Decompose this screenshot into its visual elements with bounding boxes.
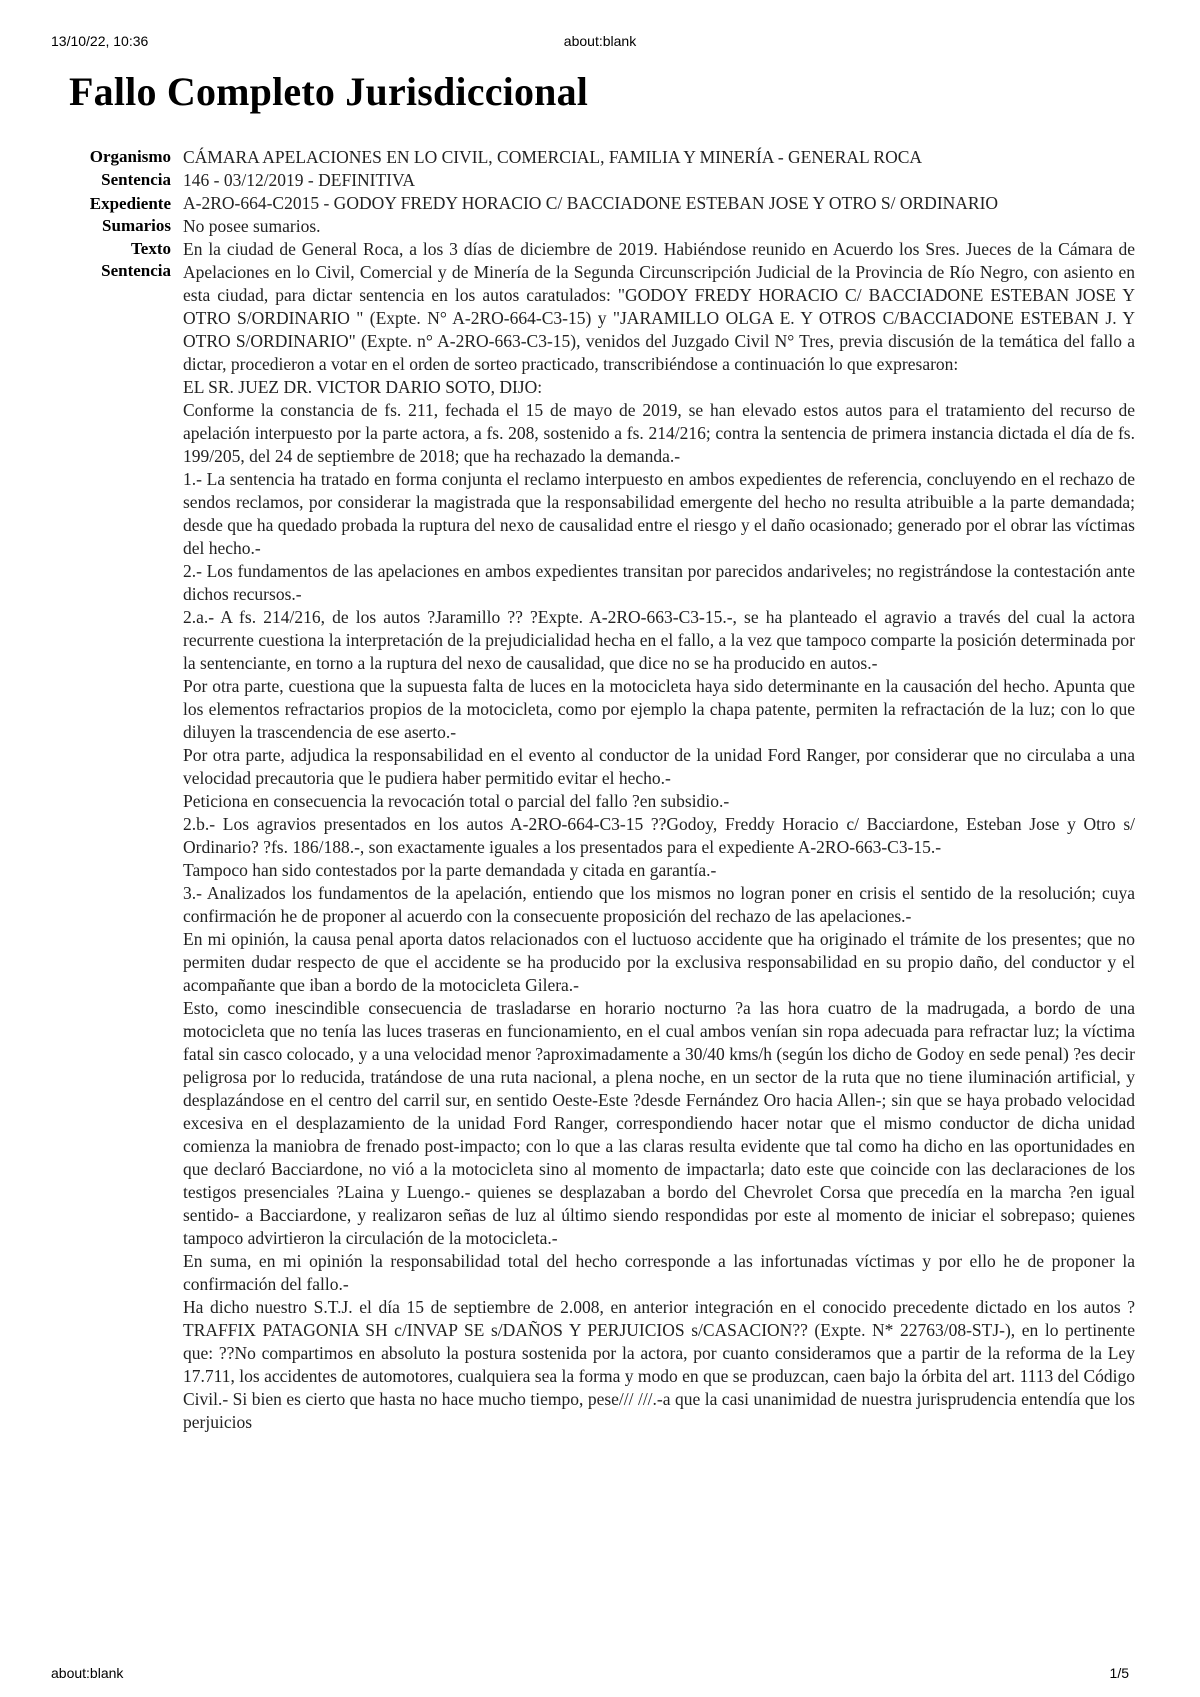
texto-sentencia-label <box>71 238 183 1434</box>
page-title: Fallo Completo Jurisdiccional <box>69 69 589 114</box>
expediente-value: A-2RO-664-C2015 - GODOY FREDY HORACIO C/ BACCIADONE ESTEBAN JOSE Y OTRO S/ ORDINARIO <box>183 193 999 213</box>
paragraph: Peticiona en consecuencia la revocación total o parcial del fallo ?en subsidio.- <box>183 791 730 811</box>
row-sentencia <box>71 169 1135 192</box>
paragraph: 2.- Los fundamentos de las apelaciones en ambos expedientes transitan por parecidos andariveles; no registrándose la contestación ante dichos recursos.- <box>183 561 1135 604</box>
paragraph: EL SR. JUEZ DR. VICTOR DARIO SOTO, DIJO: <box>183 377 543 397</box>
expediente-label: Expediente <box>89 193 171 213</box>
print-date: 13/10/22, 10:36 <box>51 33 149 49</box>
footer-url: about:blank <box>51 1665 124 1681</box>
row-sumarios <box>71 215 1135 238</box>
organismo-value: CÁMARA APELACIONES EN LO CIVIL, COMERCIAL, FAMILIA Y MINERÍA - GENERAL ROCA <box>183 147 923 167</box>
paragraph: Por otra parte, adjudica la responsabilidad en el evento al conductor de la unidad Ford Ranger, por considerar que no circulaba a una velocidad precautoria que le pudiera haber permitido evitar el hecho.- <box>183 745 1135 788</box>
paragraph: Ha dicho nuestro S.T.J. el día 15 de septiembre de 2.008, en anterior integración en el conocido precedente dictado en los autos ?TRAFFIX PATAGONIA SH c/INVAP SE s/DAÑOS Y PERJUICIOS s/CASACION?? (Expte. N* 22763/08-STJ-), en lo pertinente que: ??No compartimos en absoluto la postura sostenida por la actora, por cuanto consideramos que a partir de la reforma de la Ley 17.711, los accidentes de automotores, cualquiera sea la forma y modo en que se produzcan, caen bajo la órbita del art. 1113 del Código Civil.- Si bien es cierto que hasta no hace mucho tiempo, pese/// ///.-a que la casi unanimidad de nuestra jurisprudencia entendía que los perjuicios <box>183 1297 1135 1432</box>
paragraph: 3.- Analizados los fundamentos de la apelación, entiendo que los mismos no logran poner en crisis el sentido de la resolución; cuya confirmación he de proponer al acuerdo con la consecuente proposición del rechazo de las apelaciones.- <box>183 883 1135 926</box>
sentencia-label: Sentencia <box>101 170 171 189</box>
row-organismo <box>71 146 1135 169</box>
paragraph: Por otra parte, cuestiona que la supuesta falta de luces en la motocicleta haya sido determinante en la causación del hecho. Apunta que los elementos refractarios propios de la motocicleta, como por ejemplo la chapa patente, permiten la refractación de la luz; con lo que diluyen la trascendencia de ese aserto.- <box>183 676 1135 742</box>
print-footer <box>0 1650 1200 1680</box>
paragraph: En suma, en mi opinión la responsabilidad total del hecho corresponde a las infortunadas víctimas y por ello he de proponer la confirmación del fallo.- <box>183 1251 1135 1294</box>
paragraph: 1.- La sentencia ha tratado en forma conjunta el reclamo interpuesto en ambos expedientes de referencia, concluyendo en el rechazo de sendos reclamos, por considerar la magistrada que la responsabilidad emergente del hecho no resulta atribuible a la parte demandada; desde que ha quedado probada la ruptura del nexo de causalidad entre el riesgo y el daño ocasionado; generado por el obrar las víctimas del hecho.- <box>183 469 1135 558</box>
sentencia-value: 146 - 03/12/2019 - DEFINITIVA <box>183 170 416 190</box>
paragraph: Conforme la constancia de fs. 211, fechada el 15 de mayo de 2019, se han elevado estos autos para el tratamiento del recurso de apelación interpuesto por la parte actora, a fs. 208, sostenido a fs. 214/216; contra la sentencia de primera instancia dictada el día de fs. 199/205, del 24 de septiembre de 2018; que ha rechazado la demanda.- <box>183 400 1135 466</box>
sumarios-value: No posee sumarios. <box>183 216 321 236</box>
row-expediente <box>71 192 1135 215</box>
texto-label-line2: Sentencia <box>101 261 171 280</box>
organismo-label: Organismo <box>89 147 171 166</box>
print-url: about:blank <box>563 33 637 49</box>
paragraph: Esto, como inescindible consecuencia de trasladarse en horario nocturno ?a las hora cuatro de la madrugada, a bordo de una motocicleta que no tenía las luces traseras en funcionamiento, en el cual ambos venían sin ropa adecuada para refractar luz; la víctima fatal sin casco colocado, y a una velocidad menor ?aproximadamente a 30/40 kms/h (según los dicho de Godoy en sede penal) ?es decir peligrosa por lo reducida, tratándose de una ruta nacional, a plena noche, en un sector de la ruta que no tiene iluminación artificial, y desplazándose en el centro del carril sur, en sentido Oeste-Este ?desde Fernández Oro hacia Allen-; sin que se haya probado velocidad excesiva en el desplazamiento de la unidad Ford Ranger, correspondiendo hacer notar que el mismo conductor de dicha unidad comienza la maniobra de frenado post-impacto; con lo que a las claras resulta evidente que tal como ha dicho en las oportunidades en que declaró Bacciardone, no vió a la motocicleta sino al momento de impactarla; dato este que coincide con las declaraciones de los testigos presenciales ?Laina y Luengo.- quienes se desplazaban a bordo del Chevrolet Corsa que precedía en la marcha ?en igual sentido- a Bacciardone, y realizaron señas de luz al último siendo respondidas por este al momento de iniciar el sobrepaso; quienes tampoco advirtieron la circulación de la motocicleta.- <box>183 998 1135 1248</box>
paragraph: En mi opinión, la causa penal aporta datos relacionados con el luctuoso accidente que ha originado el trámite de los presentes; que no permiten dudar respecto de que el accidente se ha producido por la exclusiva responsabilidad en su propio daño, del conductor y el acompañante que iban a bordo de la motocicleta Gilera.- <box>183 929 1135 995</box>
print-header <box>0 0 1200 49</box>
ruling-table <box>71 146 1135 1434</box>
paragraph: Tampoco han sido contestados por la parte demandada y citada en garantía.- <box>183 860 717 880</box>
texto-label-line1: Texto <box>131 239 171 258</box>
row-texto-sentencia <box>71 238 1135 1434</box>
sumarios-label: Sumarios <box>102 216 171 235</box>
page-number: 1/5 <box>1109 1665 1129 1681</box>
paragraph: En la ciudad de General Roca, a los 3 días de diciembre de 2019. Habiéndose reunido en Acuerdo los Sres. Jueces de la Cámara de Apelaciones en lo Civil, Comercial y de Minería de la Segunda Circunscripción Judicial de la Provincia de Río Negro, con asiento en esta ciudad, para dictar sentencia en los autos caratulados: "GODOY FREDY HORACIO C/ BACCIADONE ESTEBAN JOSE Y OTRO S/ORDINARIO " (Expte. N° A-2RO-664-C3-15) y "JARAMILLO OLGA E. Y OTROS C/BACCIADONE ESTEBAN J. Y OTRO S/ORDINARIO" (Expte. n° A-2RO-663-C3-15), venidos del Juzgado Civil N° Tres, previa discusión de la temática del fallo a dictar, procedieron a votar en el orden de sorteo practicado, transcribiéndose a continuación lo que expresaron: <box>183 239 1135 374</box>
texto-sentencia-body <box>183 238 1135 1434</box>
paragraph: 2.b.- Los agravios presentados en los autos A-2RO-664-C3-15 ??Godoy, Freddy Horacio c/ Bacciardone, Esteban Jose y Otro s/ Ordinario? ?fs. 186/188.-, son exactamente iguales a los presentados para el expediente A-2RO-663-C3-15.- <box>183 814 1135 857</box>
paragraph: 2.a.- A fs. 214/216, de los autos ?Jaramillo ?? ?Expte. A-2RO-663-C3-15.-, se ha planteado el agravio a través del cual la actora recurrente cuestiona la interpretación de la prejudicialidad hecha en el fallo, a la vez que tampoco comparte la posición determinada por la sentenciante, en torno a la ruptura del nexo de causalidad, que dice no se ha producido en autos.- <box>183 607 1135 673</box>
